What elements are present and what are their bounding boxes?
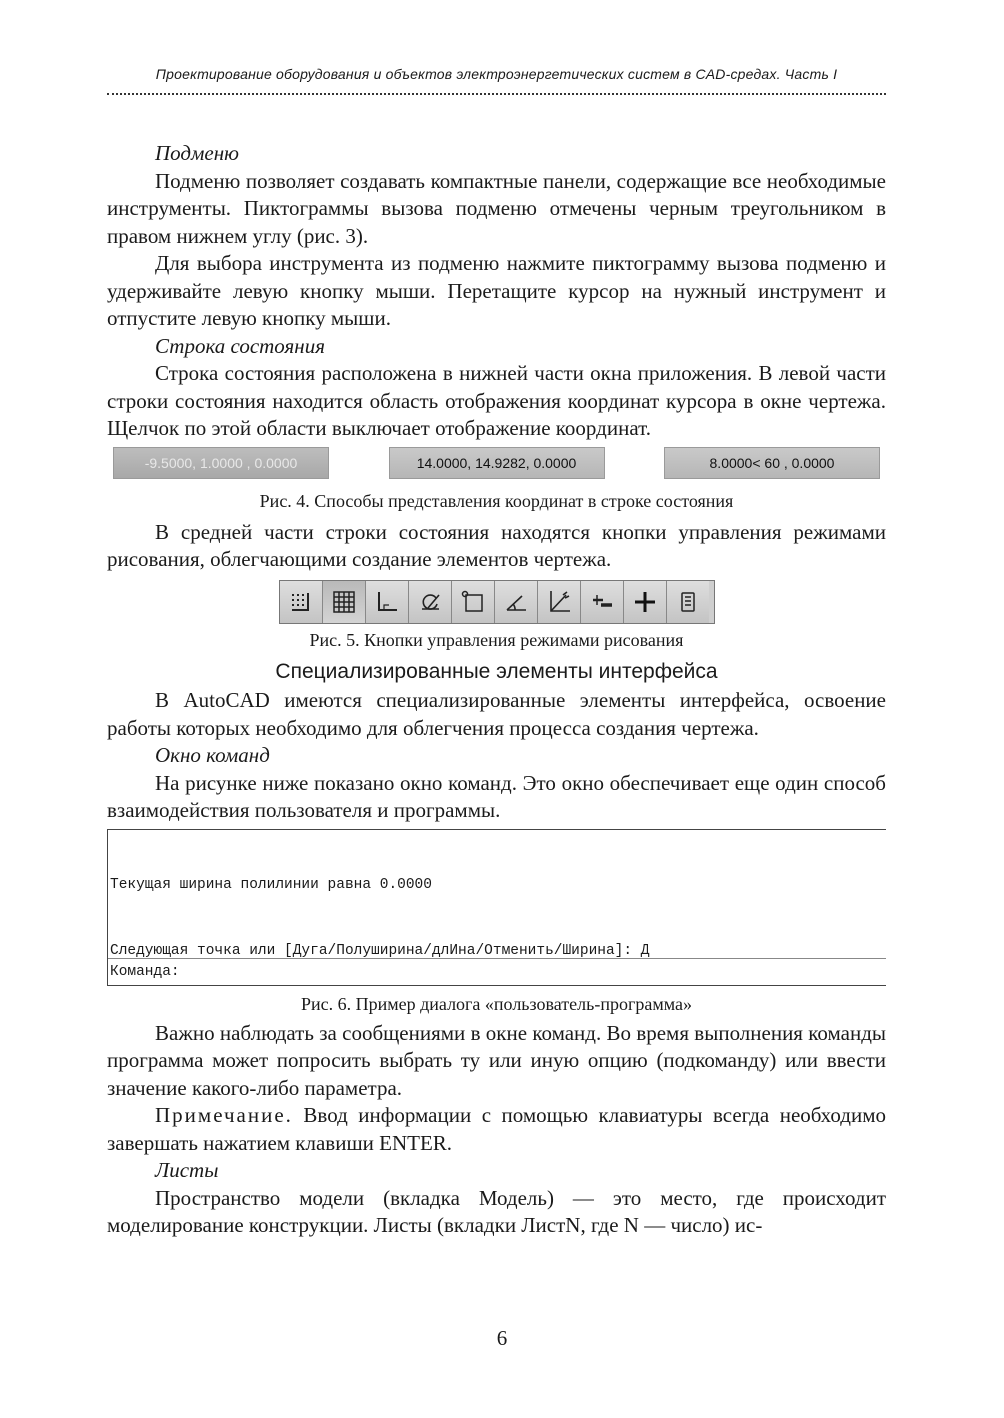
special-paragraph-1: В AutoCAD имеются специализированные элементы интерфейса, освоение работы которых необходимо для облегчения процесса создания чертежа. bbox=[107, 688, 886, 740]
snap-icon[interactable] bbox=[280, 581, 323, 623]
dyn-icon[interactable] bbox=[624, 581, 667, 623]
command-line: Следующая точка или [Дуга/Полуширина/длИна/Отменить/Ширина]: Д bbox=[110, 942, 650, 958]
note-label: Примечание. bbox=[155, 1103, 293, 1127]
sheets-paragraph-1: Пространство модели (вкладка Модель) — это место, где происходит моделирование конструкции. Листы (вкладки ЛистN, где N — число) ис- bbox=[107, 1185, 886, 1237]
ortho-icon[interactable] bbox=[366, 581, 409, 623]
lineweight-icon[interactable] bbox=[581, 581, 624, 623]
status-bar-paragraph-2: В средней части строки состояния находятся кнопки управления режимами рисования, облегчающими создание элементов чертежа. bbox=[107, 519, 886, 571]
command-window-heading: Окно команд bbox=[155, 743, 270, 767]
coordinate-display-figure bbox=[113, 447, 880, 479]
grid-icon[interactable] bbox=[323, 581, 366, 623]
section-title: Специализированные элементы интерфейса bbox=[275, 659, 718, 683]
otrack-icon[interactable] bbox=[495, 581, 538, 623]
submenu-paragraph-1: Подменю позволяет создавать компактные панели, содержащие все необходимые инструменты. Пиктограммы вызова подменю отмечены черным треугольником в правом нижнем углу (рис. 3). bbox=[107, 168, 886, 248]
polar-icon[interactable] bbox=[409, 581, 452, 623]
note-text: Ввод информации с помощью клавиатуры всегда необходимо завершать нажатием клавиши ENTER. bbox=[107, 1103, 886, 1155]
page-body bbox=[107, 140, 886, 1240]
coord-display-absolute: 14.0000, 14.9282, 0.0000 bbox=[389, 447, 605, 479]
coord-display-off: -9.5000, 1.0000 , 0.0000 bbox=[113, 447, 329, 479]
submenu-heading: Подменю bbox=[155, 141, 239, 165]
command-line: Текущая ширина полилинии равна 0.0000 bbox=[110, 876, 432, 893]
ducs-icon[interactable] bbox=[538, 581, 581, 623]
header-rule bbox=[107, 93, 886, 95]
figure-6-caption: Рис. 6. Пример диалога «пользователь-программа» bbox=[300, 993, 692, 1014]
qp-icon[interactable] bbox=[667, 581, 709, 623]
command-prompt[interactable]: Команда: bbox=[108, 958, 886, 985]
figure-4-caption: Рис. 4. Способы представления координат в строке состояния bbox=[259, 490, 734, 511]
sheets-heading: Листы bbox=[155, 1158, 219, 1182]
submenu-paragraph-2: Для выбора инструмента из подменю нажмите пиктограмму вызова подменю и удерживайте левую кнопку мыши. Перетащите курсор на нужный инструмент и отпустите левую кнопку мыши. bbox=[107, 251, 886, 330]
osnap-icon[interactable] bbox=[452, 581, 495, 623]
figure-5-caption: Рис. 5. Кнопки управления режимами рисования bbox=[309, 629, 684, 650]
note-paragraph bbox=[107, 1102, 886, 1157]
special-paragraph-2: На рисунке ниже показано окно команд. Это окно обеспечивает еще один способ взаимодействия пользователя и программы. bbox=[107, 770, 886, 822]
special-paragraph-3: Важно наблюдать за сообщениями в окне команд. Во время выполнения команды программа может попросить выбрать ту или иную опцию (подкоманду) или ввести значение какого-либо параметра. bbox=[107, 1020, 886, 1100]
page-number: 6 bbox=[496, 1326, 508, 1350]
command-window bbox=[107, 829, 886, 986]
coord-display-polar: 8.0000< 60 , 0.0000 bbox=[664, 447, 880, 479]
status-bar-paragraph-1: Строка состояния расположена в нижней части окна приложения. В левой части строки состояния находится область отображения координат курсора в окне чертежа. Щелчок по этой области выключает отображение координат. bbox=[107, 361, 886, 440]
running-header: Проектирование оборудования и объектов электроэнергетических систем в CAD-средах. Часть I bbox=[155, 66, 838, 82]
command-history bbox=[108, 830, 886, 958]
status-bar-heading: Строка состояния bbox=[155, 333, 325, 358]
drawing-mode-toolbar bbox=[279, 580, 715, 624]
